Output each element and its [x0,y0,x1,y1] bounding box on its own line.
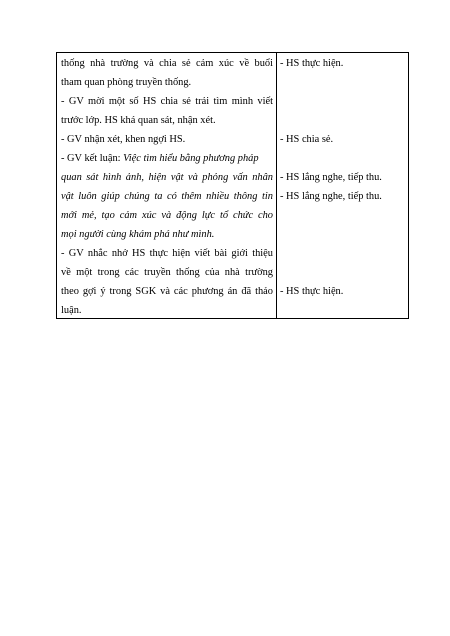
teacher-activity-line: - GV nhắc nhở HS thực hiện viết bài giới thiệu [61,248,273,259]
teacher-conclusion-line: vật luôn giúp chúng ta có thêm nhiều thông tin [61,191,273,202]
student-activity-line: - HS chia sẻ. [280,134,334,145]
teacher-activity-line: - GV nhận xét, khen ngợi HS. [61,134,186,145]
student-activity-line: - HS lắng nghe, tiếp thu. [280,191,382,202]
teacher-activity-line: thống nhà trường và chia sẻ cảm xúc về buổi [61,58,273,69]
conclusion-text: Việc tìm hiểu bằng phương pháp [123,153,259,164]
student-activity-line: - HS thực hiện. [280,58,344,69]
student-activity-line: - HS thực hiện. [280,286,344,297]
teacher-activity-line: trước lớp. HS khá quan sát, nhận xét. [61,115,216,126]
teacher-activity-line: theo gợi ý trong SGK và các phương án đã thảo [61,286,273,297]
teacher-activity-line: tham quan phòng truyền thống. [61,77,192,88]
teacher-activity-line: - GV mời một số HS chia sẻ trải tìm mình viết [61,96,273,107]
teacher-activity-line: về một trong các truyền thống của nhà trường [61,267,273,278]
conclusion-prefix: - GV kết luận: [61,153,124,164]
student-activity-line: - HS lắng nghe, tiếp thu. [280,172,382,183]
teacher-conclusion-line: mới mẻ, tạo cảm xúc và động lực tổ chức cho [61,210,273,221]
column-divider [276,53,277,318]
teacher-activity-line: luận. [61,305,82,316]
activity-table [56,52,409,319]
teacher-conclusion-line: quan sát hình ảnh, hiện vật và phỏng vấn nhân [61,172,273,183]
teacher-conclusion-line [61,152,273,165]
teacher-conclusion-line: mọi người cùng khám phá như mình. [61,229,215,240]
